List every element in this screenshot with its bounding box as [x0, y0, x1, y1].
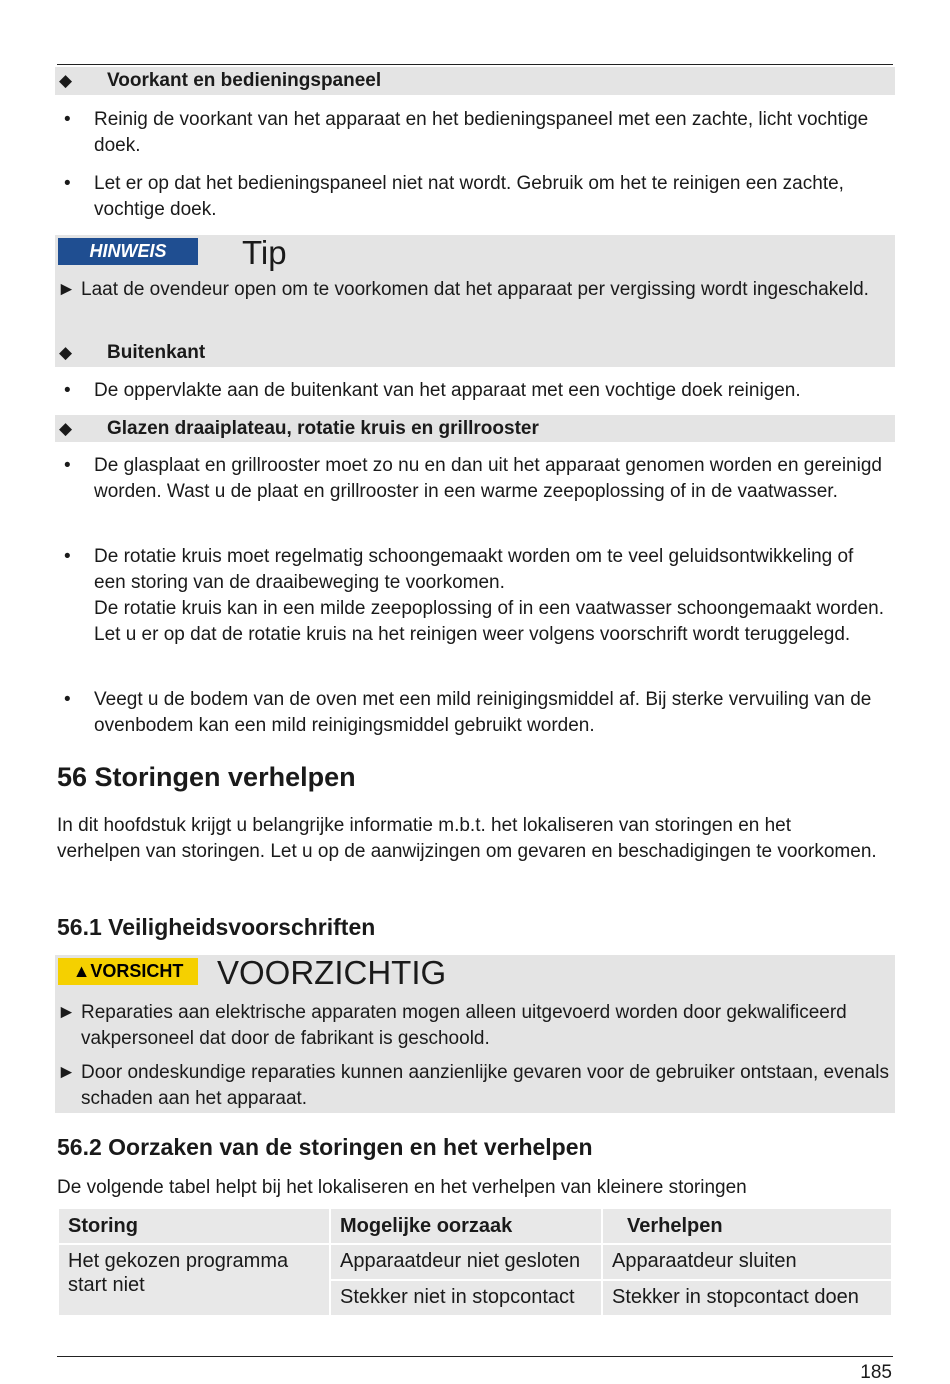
list-item-text: De rotatie kruis kan in een milde zeepoplossing of in een vaatwasser schoongemaakt worden. Let u er op dat de rotatie kruis na het reinigen weer volgens voorschrift wordt teruggelegd.	[94, 598, 885, 645]
table-cell: Apparaatdeur niet gesloten	[330, 1244, 602, 1280]
vorsicht-badge: ▲VORSICHT	[58, 958, 198, 985]
instruction-item	[57, 277, 891, 303]
diamond-icon: ◆	[59, 419, 73, 438]
top-rule	[57, 64, 893, 65]
hinweis-badge: HINWEIS	[58, 238, 198, 265]
arrow-right-icon: ►	[57, 279, 76, 300]
section-heading-causes: 56.2 Oorzaken van de storingen en het verhelpen	[57, 1134, 593, 1160]
arrow-right-icon: ►	[57, 1002, 76, 1023]
column-header: Verhelpen	[602, 1208, 892, 1244]
table-header-row	[58, 1208, 892, 1244]
instruction-text: Laat de ovendeur open om te voorkomen dat het apparaat per vergissing wordt ingeschakeld.	[81, 279, 869, 300]
instruction-text: Reparaties aan elektrische apparaten mogen alleen uitgevoerd worden door gekwalificeerd vakpersoneel dat door de fabrikant is geschoold.	[81, 1002, 847, 1049]
tip-title: Tip	[242, 234, 287, 271]
list-item: • Veegt u de bodem van de oven met een mild reinigingsmiddel af. Bij sterke vervuiling van de ovenbodem kan een mild reinigingsmiddel gebruikt worden.	[94, 687, 884, 739]
list-item: • De oppervlakte aan de buitenkant van het apparaat met een vochtige doek reinigen.	[94, 378, 884, 404]
section-title: Voorkant en bedieningspaneel	[107, 70, 382, 91]
chapter-title: 56 Storingen verhelpen	[57, 762, 356, 792]
section-heading-outside	[55, 339, 895, 367]
section-title: Glazen draaiplateau, rotatie kruis en grillrooster	[107, 418, 539, 439]
footer-rule	[57, 1356, 893, 1357]
list-item: • De glasplaat en grillrooster moet zo nu en dan uit het apparaat genomen worden en gereinigd worden. Wast u de plaat en grillrooster in een warme zeepoplossing of in de vaatwasser.	[94, 453, 884, 505]
diamond-icon: ◆	[59, 71, 73, 90]
table-cell: Apparaatdeur sluiten	[602, 1244, 892, 1280]
caution-title: VOORZICHTIG	[217, 954, 447, 991]
section-heading-front	[55, 67, 895, 95]
arrow-right-icon: ►	[57, 1062, 76, 1083]
instruction-text: Door ondeskundige reparaties kunnen aanzienlijke gevaren voor de gebruiker ontstaan, evenals schaden aan het apparaat.	[81, 1062, 890, 1109]
caution-box	[55, 955, 895, 1113]
troubleshooting-table	[57, 1207, 893, 1317]
table-cell: Stekker in stopcontact doen	[602, 1280, 892, 1316]
table-cell: Het gekozen programma start niet	[58, 1244, 330, 1316]
list-item-text: De rotatie kruis moet regelmatig schoongemaakt worden om te veel geluidsontwikkeling of een storing van de draaibeweging te voorkomen.	[94, 546, 854, 593]
warning-triangle-icon: ▲	[72, 961, 91, 981]
diamond-icon: ◆	[59, 343, 73, 362]
section-heading-glass	[55, 415, 895, 442]
table-cell: Stekker niet in stopcontact	[330, 1280, 602, 1316]
column-header: Storing	[58, 1208, 330, 1244]
chapter-intro: In dit hoofdstuk krijgt u belangrijke informatie m.b.t. het lokaliseren van storingen en het verhelpen van storingen. Let u op de aanwijzingen om gevaren en beschadigingen te voorkomen.	[57, 815, 877, 862]
list-item: • Let er op dat het bedieningspaneel niet nat wordt. Gebruik om het te reinigen een zachte, vochtige doek.	[94, 171, 884, 223]
instruction-item	[57, 1060, 891, 1112]
column-header: Mogelijke oorzaak	[330, 1208, 602, 1244]
section-title: Buitenkant	[107, 342, 206, 363]
list-item: • Reinig de voorkant van het apparaat en het bedieningspaneel met een zachte, licht vochtige doek.	[94, 107, 884, 159]
section-heading-safety: 56.1 Veiligheidsvoorschriften	[57, 914, 376, 940]
table-row	[58, 1244, 892, 1280]
list-item	[94, 544, 884, 648]
instruction-item	[57, 1000, 891, 1052]
causes-intro: De volgende tabel helpt bij het lokaliseren en het verhelpen van kleinere storingen	[57, 1177, 747, 1198]
page-number: 185	[860, 1362, 892, 1383]
